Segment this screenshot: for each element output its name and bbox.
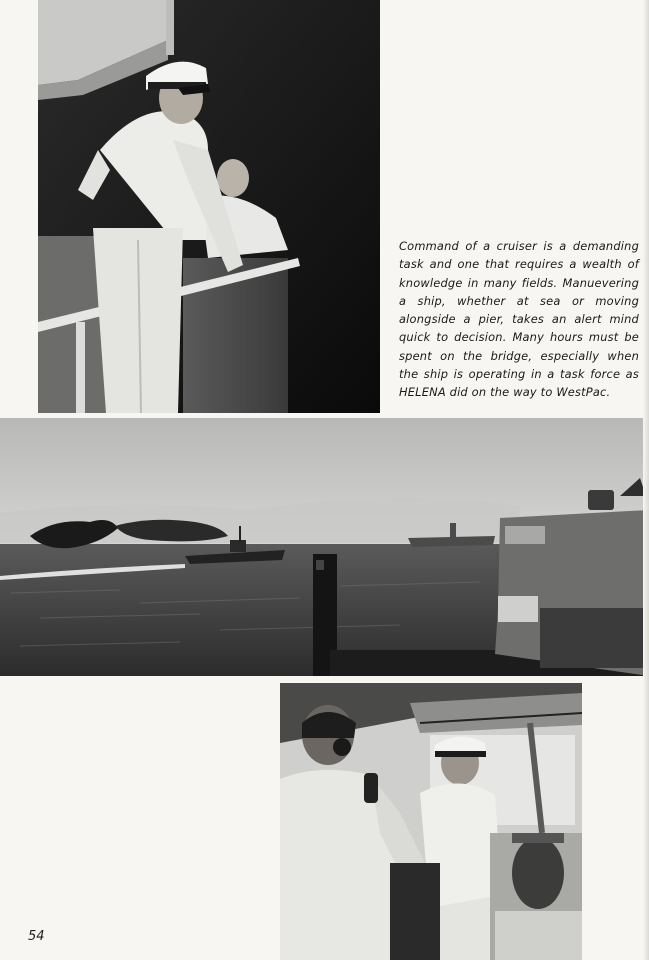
page-number: 54 bbox=[28, 929, 45, 944]
photo-bridge-watch bbox=[280, 683, 582, 960]
page-edge-shadow bbox=[643, 0, 649, 960]
photo-task-force-at-sea bbox=[0, 418, 649, 676]
photo-caption: Command of a cruiser is a demanding task and one that requires a wealth of knowledge in many fields. Manuevering a ship, whether at sea or moving alongside a pier, takes an alert mind quick to decision. Many hours must be spent on the bridge, especially when the ship is operating in a task force as HELENA did on the way to WestPac. bbox=[399, 239, 639, 400]
photo-captain-on-bridge bbox=[38, 0, 380, 413]
